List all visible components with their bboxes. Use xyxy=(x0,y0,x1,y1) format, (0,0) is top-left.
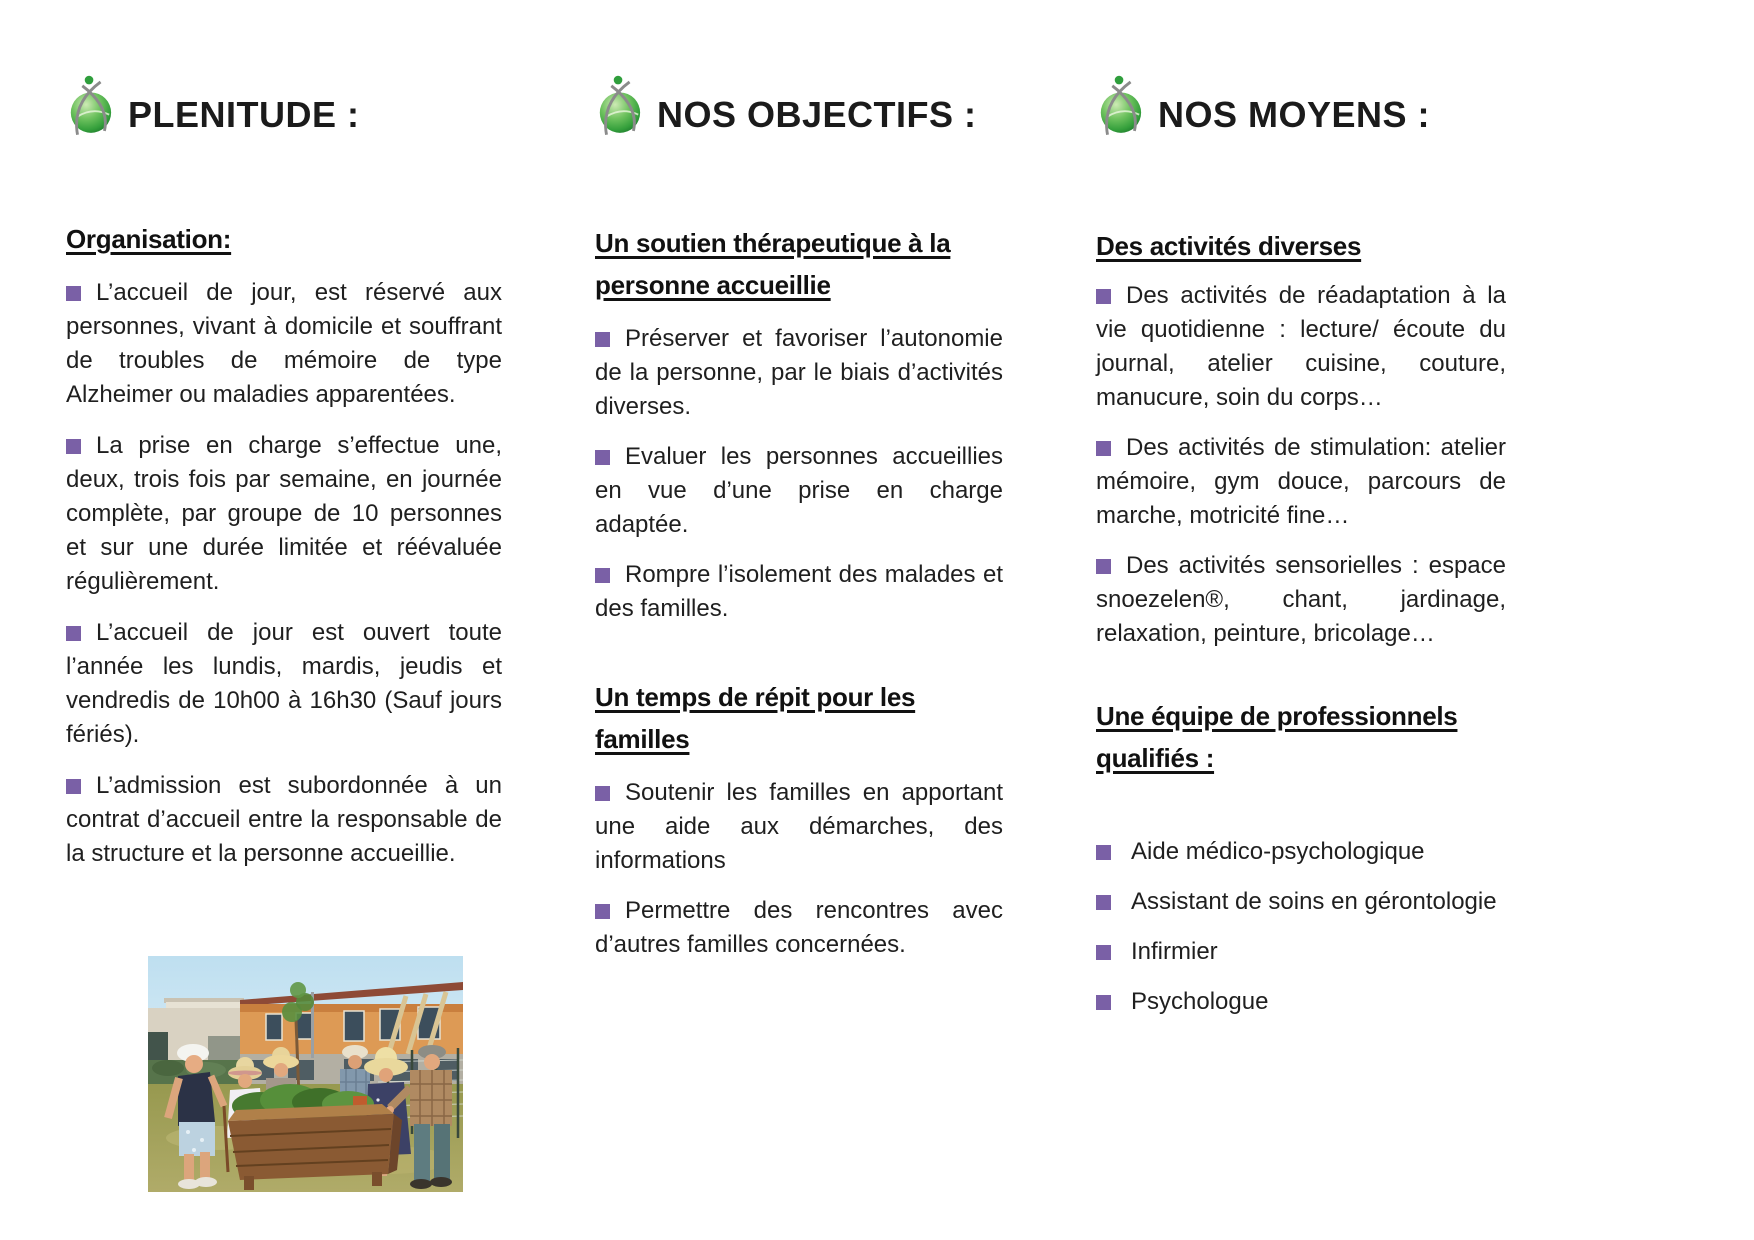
bullet-square-icon xyxy=(66,439,81,454)
bullet-square-icon xyxy=(595,450,610,465)
column-objectifs xyxy=(595,72,1003,962)
column-moyens xyxy=(1096,72,1506,1019)
section-heading-organisation: Organisation: xyxy=(66,224,232,254)
list-item-text: Psychologue xyxy=(1131,988,1269,1015)
staff-list-item xyxy=(1096,885,1506,919)
paragraph-text: Préserver et favoriser l’autonomie de la personne, par le biais d’activités diverses. xyxy=(595,325,1003,420)
paragraph-text: L’accueil de jour, est réservé aux personnes, vivant à domicile et souffrant de troubles de mémoire de type Alzheimer ou maladies apparentées. xyxy=(66,279,502,408)
staff-list-item xyxy=(1096,935,1506,969)
paragraph-text: Des activités de réadaptation à la vie quotidienne : lecture/ écoute du journal, atelier cuisine, couture, manucure, soin du corps… xyxy=(1096,282,1506,411)
bullet-square-icon xyxy=(66,779,81,794)
bullet-paragraph xyxy=(66,276,502,412)
bullet-square-icon xyxy=(1096,289,1111,304)
bullet-paragraph xyxy=(595,776,1003,878)
section-heading-soutien: Un soutien thérapeutique à la personne accueillie xyxy=(595,228,951,300)
list-item-text: Aide médico-psychologique xyxy=(1131,838,1425,865)
bullet-paragraph xyxy=(1096,431,1506,533)
bullet-paragraph xyxy=(1096,549,1506,651)
paragraph-text: La prise en charge s’effectue une, deux, trois fois par semaine, en journée complète, par groupe de 10 personnes et sur une durée limitée et réévaluée régulièrement. xyxy=(66,432,502,595)
paragraph-text: Des activités sensorielles : espace snoezelen®, chant, jardinage, relaxation, peinture, bricolage… xyxy=(1096,552,1506,647)
paragraph-text: Rompre l’isolement des malades et des familles. xyxy=(595,561,1003,622)
bullet-square-icon xyxy=(1096,559,1111,574)
section-heading-equipe: Une équipe de professionnels qualifiés : xyxy=(1096,701,1458,773)
paragraph-text: L’accueil de jour est ouvert toute l’année les lundis, mardis, jeudis et vendredis de 10h00 à 16h30 (Sauf jours fériés). xyxy=(66,619,502,748)
section-heading-repit: Un temps de répit pour les familles xyxy=(595,682,916,754)
page-title-objectifs: NOS OBJECTIFS : xyxy=(657,94,977,135)
column-content xyxy=(1096,225,1506,1019)
bullet-square-icon xyxy=(1096,845,1111,860)
staff-list-item xyxy=(1096,835,1506,869)
bullet-paragraph xyxy=(595,322,1003,424)
bullet-square-icon xyxy=(595,332,610,347)
bullet-square-icon xyxy=(1096,441,1111,456)
bullet-paragraph xyxy=(66,769,502,871)
bullet-square-icon xyxy=(1096,995,1111,1010)
bullet-square-icon xyxy=(1096,945,1111,960)
bullet-paragraph xyxy=(595,558,1003,626)
plenitude-logo-icon xyxy=(66,74,114,136)
bullet-square-icon xyxy=(595,568,610,583)
page-title-moyens: NOS MOYENS : xyxy=(1158,94,1431,135)
section-heading-activites: Des activités diverses xyxy=(1096,231,1362,261)
column-header xyxy=(66,72,502,136)
column-header xyxy=(595,72,1003,136)
list-item-text: Infirmier xyxy=(1131,938,1218,965)
paragraph-text: Soutenir les familles en apportant une aide aux démarches, des informations xyxy=(595,779,1003,874)
bullet-square-icon xyxy=(66,286,81,301)
paragraph-text: Evaluer les personnes accueillies en vue d’une prise en charge adaptée. xyxy=(595,443,1003,538)
column-plenitude xyxy=(66,72,502,1192)
paragraph-text: Permettre des rencontres avec d’autres familles concernées. xyxy=(595,897,1003,958)
garden-photo xyxy=(148,956,463,1192)
column-header xyxy=(1096,72,1506,136)
bullet-paragraph xyxy=(66,429,502,599)
bullet-paragraph xyxy=(595,894,1003,962)
list-item-text: Assistant de soins en gérontologie xyxy=(1131,888,1497,915)
paragraph-text: L’admission est subordonnée à un contrat d’accueil entre la responsable de la structure et la personne accueillie. xyxy=(66,772,502,867)
column-content xyxy=(66,218,502,1192)
staff-list-item xyxy=(1096,985,1506,1019)
paragraph-text: Des activités de stimulation: atelier mémoire, gym douce, parcours de marche, motricité fine… xyxy=(1096,434,1506,529)
bullet-paragraph xyxy=(66,616,502,752)
bullet-square-icon xyxy=(1096,895,1111,910)
page-title-plenitude: PLENITUDE : xyxy=(128,94,360,135)
garden-photo-illustration xyxy=(148,956,463,1192)
bullet-paragraph xyxy=(595,440,1003,542)
column-content xyxy=(595,222,1003,962)
bullet-square-icon xyxy=(595,786,610,801)
bullet-square-icon xyxy=(595,904,610,919)
bullet-square-icon xyxy=(66,626,81,641)
bullet-paragraph xyxy=(1096,279,1506,415)
objectifs-logo-icon xyxy=(595,74,643,136)
moyens-logo-icon xyxy=(1096,74,1144,136)
